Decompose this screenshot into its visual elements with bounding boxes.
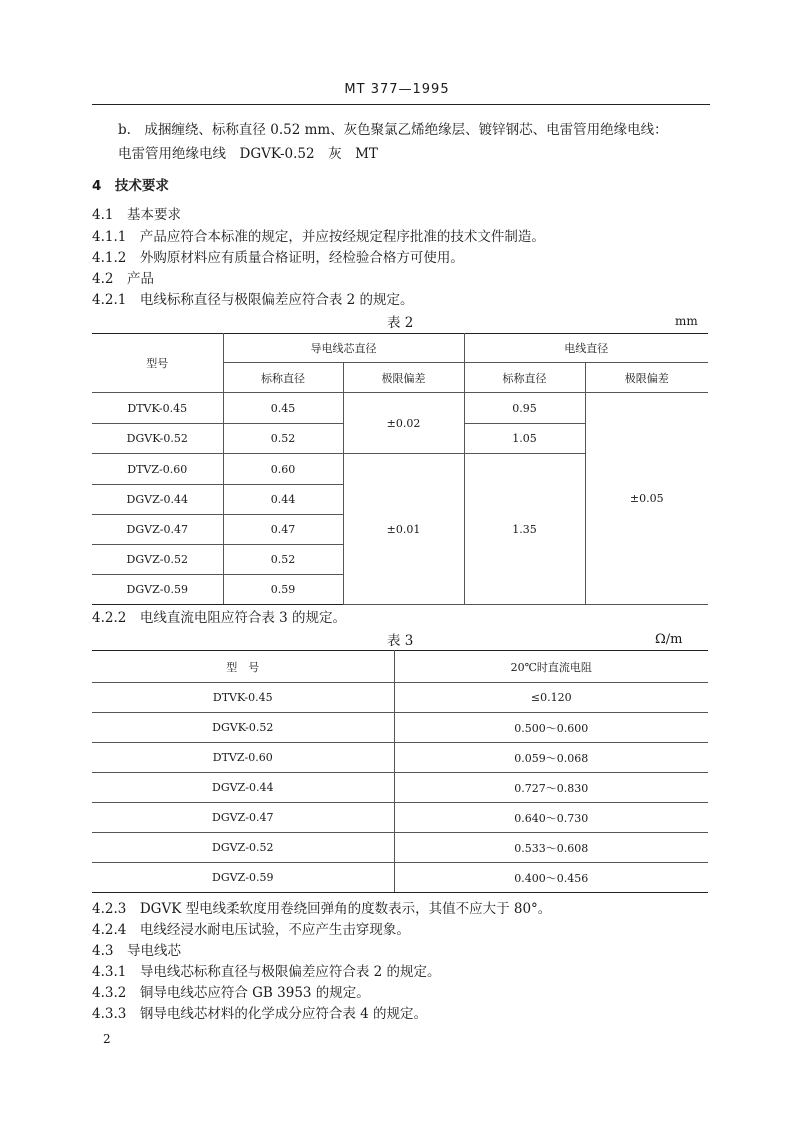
example-designation: 电雷管用绝缘电线 DGVK-0.52 灰 MT [118,146,378,162]
table-3-unit: Ω/m [655,632,683,647]
table-2-wire-diameter: 1.35 [464,454,585,605]
table-2-core-diameter: 0.52 [223,424,343,454]
section-4-title: 4 技术要求 [92,178,169,194]
table-2-core-diameter: 0.45 [223,393,343,424]
table-2-core-diameter: 0.47 [223,515,343,545]
table-2-header-core-nominal: 标称直径 [223,363,343,393]
table-2-core-tolerance: ±0.02 [343,393,464,454]
table-2-model: DGVZ-0.59 [92,575,223,605]
table-2-model: DGVK-0.52 [92,424,223,454]
table-2-core-diameter: 0.44 [223,485,343,515]
table-2-unit: mm [675,314,698,328]
table-row [92,393,708,424]
table-3-resistance: 0.059～0.068 [394,743,708,773]
table-2-header-model: 型号 [92,334,223,393]
table-2-wire-diameter: 0.95 [464,393,585,424]
table-3-resistance: 0.500～0.600 [394,713,708,743]
table-2-model: DTVZ-0.60 [92,454,223,485]
clause-4-2-3: 4.2.3 DGVK 型电线柔软度用卷绕回弹角的度数表示，其值不应大于 80°。 [92,901,552,917]
table-row [92,683,708,713]
clause-4-2: 4.2 产品 [92,271,154,287]
table-2-core-diameter: 0.52 [223,545,343,575]
table-2-core-tolerance: ±0.01 [343,454,464,605]
table-3-model: DGVZ-0.44 [92,773,394,803]
table-3-header-model: 型 号 [92,651,394,683]
table-3-model: DTVK-0.45 [92,683,394,713]
table-2-caption: 表 2 [387,315,414,331]
table-3-resistance: ≤0.120 [394,683,708,713]
table-3-model: DGVZ-0.52 [92,833,394,863]
table-3-resistance: 0.727～0.830 [394,773,708,803]
table-2-model: DGVZ-0.52 [92,545,223,575]
table-2-header-wire-nominal: 标称直径 [464,363,585,393]
clause-4-1-2: 4.1.2 外购原材料应有质量合格证明，经检验合格方可使用。 [92,250,464,266]
table-3-resistance: 0.640～0.730 [394,803,708,833]
clause-4-3-3: 4.3.3 钢导电线芯材料的化学成分应符合表 4 的规定。 [92,1006,428,1022]
table-2-core-diameter: 0.60 [223,454,343,485]
table-3-model: DGVZ-0.47 [92,803,394,833]
header-rule [92,104,710,105]
table-row [92,773,708,803]
item-b: b. 成捆缠绕、标称直径 0.52 mm、灰色聚氯乙烯绝缘层、镀锌钢芯、电雷管用绝缘电线： [118,122,668,138]
table-3-model: DTVZ-0.60 [92,743,394,773]
clause-4-1: 4.1 基本要求 [92,207,181,223]
table-2-header-core-tolerance: 极限偏差 [343,363,464,393]
table-3-model: DGVZ-0.59 [92,863,394,893]
table-row [92,713,708,743]
table-2-model: DGVZ-0.44 [92,485,223,515]
table-3-caption: 表 3 [387,633,414,649]
table-3 [92,650,708,893]
table-2-core-diameter: 0.59 [223,575,343,605]
clause-4-3-1: 4.3.1 导电线芯标称直径与极限偏差应符合表 2 的规定。 [92,964,441,980]
clause-4-2-4: 4.2.4 电线经浸水耐电压试验，不应产生击穿现象。 [92,922,410,938]
page-number: 2 [103,1032,111,1046]
table-row [92,743,708,773]
table-2-header-core: 导电线芯直径 [223,334,464,363]
table-2-wire-diameter: 1.05 [464,424,585,454]
table-row [92,803,708,833]
clause-4-1-1: 4.1.1 产品应符合本标准的规定，并应按经规定程序批准的技术文件制造。 [92,229,545,245]
clause-4-3-2: 4.3.2 铜导电线芯应符合 GB 3953 的规定。 [92,985,370,1001]
table-2-header-wire: 电线直径 [464,334,708,363]
table-2 [92,333,708,605]
table-2-header-wire-tolerance: 极限偏差 [585,363,708,393]
table-row [92,833,708,863]
table-3-resistance: 0.533～0.608 [394,833,708,863]
clause-4-2-1: 4.2.1 电线标称直径与极限偏差应符合表 2 的规定。 [92,292,414,308]
table-row [92,863,708,893]
clause-4-2-2: 4.2.2 电线直流电阻应符合表 3 的规定。 [92,610,347,626]
table-2-model: DGVZ-0.47 [92,515,223,545]
table-2-wire-tolerance: ±0.05 [585,393,708,605]
clause-4-3: 4.3 导电线芯 [92,943,181,959]
table-3-header-resistance: 20℃时直流电阻 [394,651,708,683]
table-2-model: DTVK-0.45 [92,393,223,424]
page-header: MT 377—1995 [344,82,450,97]
table-3-model: DGVK-0.52 [92,713,394,743]
table-3-resistance: 0.400～0.456 [394,863,708,893]
